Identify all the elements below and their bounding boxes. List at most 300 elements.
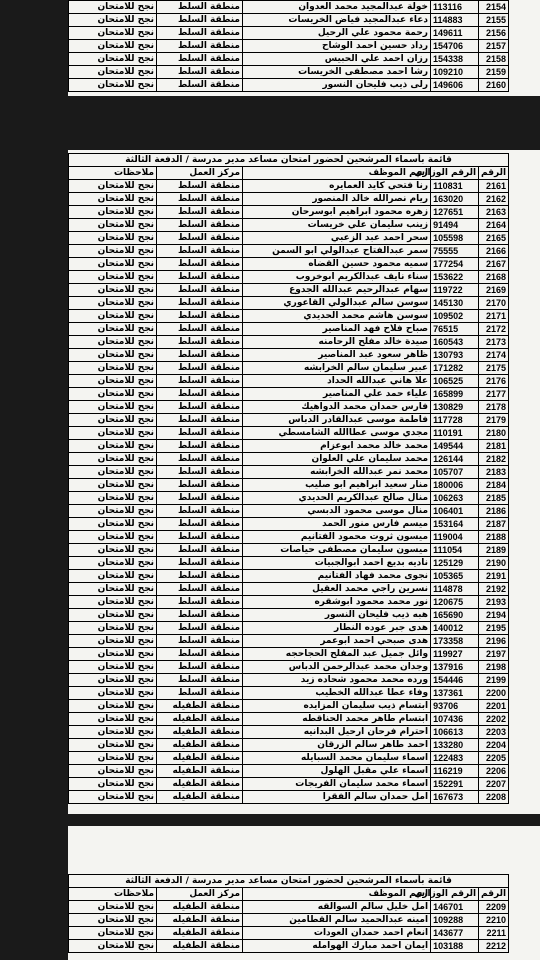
ministry-number: 119927 <box>431 648 479 661</box>
employee-name: رشا احمد مصطفى الخريسات <box>243 66 431 79</box>
employee-name: اسماء محمد سليمان الفريجات <box>243 778 431 791</box>
row-index: 2188 <box>479 531 509 544</box>
work-center: منطقة السلط <box>157 635 243 648</box>
row-index: 2181 <box>479 440 509 453</box>
notes-cell: نجح للامتحان <box>69 674 157 687</box>
row-index: 2199 <box>479 674 509 687</box>
notes-cell: نجح للامتحان <box>69 27 157 40</box>
employee-name: منال موسى محمود الدبسي <box>243 505 431 518</box>
table-row <box>69 53 509 66</box>
ministry-number: 130793 <box>431 349 479 362</box>
notes-cell: نجح للامتحان <box>69 388 157 401</box>
table-row <box>69 648 509 661</box>
table-row <box>69 791 509 804</box>
row-index: 2197 <box>479 648 509 661</box>
employee-name: ورده محمد محمود شحاده زيد <box>243 674 431 687</box>
employee-name: دعاء عبدالمجيد فياض الخريسات <box>243 14 431 27</box>
notes-cell: نجح للامتحان <box>69 492 157 505</box>
header-ministry-number: الرقم الوزاري <box>431 888 479 901</box>
middle-candidates-table <box>68 153 509 804</box>
ministry-number: 153164 <box>431 518 479 531</box>
employee-name: امل خليل سالم السوالقه <box>243 901 431 914</box>
employee-name: صباح فلاح فهد المناصير <box>243 323 431 336</box>
table-row <box>69 674 509 687</box>
row-index: 2204 <box>479 739 509 752</box>
work-center: منطقة السلط <box>157 583 243 596</box>
ministry-number: 154446 <box>431 674 479 687</box>
notes-cell: نجح للامتحان <box>69 479 157 492</box>
row-index: 2157 <box>479 40 509 53</box>
employee-name: مجدي موسى عطاالله الشامسطي <box>243 427 431 440</box>
row-index: 2192 <box>479 583 509 596</box>
ministry-number: 145130 <box>431 297 479 310</box>
work-center: منطقة الطفيله <box>157 713 243 726</box>
ministry-number: 173358 <box>431 635 479 648</box>
employee-name: ايمان احمد مبارك الهوامله <box>243 940 431 953</box>
ministry-number: 119004 <box>431 531 479 544</box>
ministry-number: 163020 <box>431 193 479 206</box>
ministry-number: 160543 <box>431 336 479 349</box>
employee-name: محمد سليمان علي العلوان <box>243 453 431 466</box>
notes-cell: نجح للامتحان <box>69 180 157 193</box>
notes-cell: نجح للامتحان <box>69 700 157 713</box>
notes-cell: نجح للامتحان <box>69 778 157 791</box>
employee-name: محمد نمر عبدالله الخرابشه <box>243 466 431 479</box>
ministry-number: 171282 <box>431 362 479 375</box>
employee-name: فاطمة موسى عبدالقادر الدباس <box>243 414 431 427</box>
work-center: منطقة السلط <box>157 674 243 687</box>
table-row <box>69 518 509 531</box>
table-row <box>69 193 509 206</box>
employee-name: سمر عبدالفتاح عبدالولي ابو السمن <box>243 245 431 258</box>
header-index: الرقم <box>479 888 509 901</box>
ministry-number: 167673 <box>431 791 479 804</box>
ministry-number: 75555 <box>431 245 479 258</box>
notes-cell: نجح للامتحان <box>69 310 157 323</box>
row-index: 2156 <box>479 27 509 40</box>
table-row <box>69 687 509 700</box>
work-center: منطقة السلط <box>157 440 243 453</box>
ministry-number: 113116 <box>431 1 479 14</box>
ministry-number: 76515 <box>431 323 479 336</box>
ministry-number: 149544 <box>431 440 479 453</box>
notes-cell: نجح للامتحان <box>69 570 157 583</box>
notes-cell: نجح للامتحان <box>69 440 157 453</box>
work-center: منطقة السلط <box>157 492 243 505</box>
employee-name: امل حمدان سالم الفقرا <box>243 791 431 804</box>
employee-name: اسماء سليمان محمد السبايله <box>243 752 431 765</box>
notes-cell: نجح للامتحان <box>69 453 157 466</box>
row-index: 2210 <box>479 914 509 927</box>
table-row <box>69 752 509 765</box>
work-center: منطقة الطفيله <box>157 739 243 752</box>
table-row <box>69 27 509 40</box>
middle-table-body <box>69 180 509 804</box>
employee-name: رزان احمد علي الحبيس <box>243 53 431 66</box>
row-index: 2191 <box>479 570 509 583</box>
employee-name: زينب سليمان علي خريسات <box>243 219 431 232</box>
employee-name: احترام فرحان ارحيل البدانيه <box>243 726 431 739</box>
employee-name: عبير سليمان سالم الخرابشه <box>243 362 431 375</box>
notes-cell: نجح للامتحان <box>69 557 157 570</box>
employee-name: خولة عبدالمجيد محمد العدوان <box>243 1 431 14</box>
work-center: منطقة السلط <box>157 79 243 92</box>
employee-name: احمد طاهر سالم الزرقان <box>243 739 431 752</box>
ministry-number: 109288 <box>431 914 479 927</box>
row-index: 2175 <box>479 362 509 375</box>
ministry-number: 106263 <box>431 492 479 505</box>
table-row <box>69 739 509 752</box>
row-index: 2168 <box>479 271 509 284</box>
table-row <box>69 1 509 14</box>
work-center: منطقة الطفيله <box>157 700 243 713</box>
ministry-number: 122483 <box>431 752 479 765</box>
ministry-number: 126144 <box>431 453 479 466</box>
work-center: منطقة السلط <box>157 245 243 258</box>
notes-cell: نجح للامتحان <box>69 901 157 914</box>
employee-name: محمد خالد محمد ابوعزام <box>243 440 431 453</box>
employee-name: فارس حمدان محمد الدواهيك <box>243 401 431 414</box>
table-row <box>69 323 509 336</box>
table-row <box>69 544 509 557</box>
ministry-number: 109210 <box>431 66 479 79</box>
table-row <box>69 635 509 648</box>
notes-cell: نجح للامتحان <box>69 544 157 557</box>
row-index: 2200 <box>479 687 509 700</box>
work-center: منطقة السلط <box>157 479 243 492</box>
table-header-row <box>69 888 509 901</box>
notes-cell: نجح للامتحان <box>69 1 157 14</box>
work-center: منطقة السلط <box>157 323 243 336</box>
ministry-number: 125129 <box>431 557 479 570</box>
ministry-number: 103188 <box>431 940 479 953</box>
table-row <box>69 258 509 271</box>
row-index: 2176 <box>479 375 509 388</box>
top-candidates-table <box>68 0 509 92</box>
table-row <box>69 427 509 440</box>
notes-cell: نجح للامتحان <box>69 648 157 661</box>
ministry-number: 120675 <box>431 596 479 609</box>
table-row <box>69 557 509 570</box>
employee-name: سهام عبدالرحيم عبدالله الجدوع <box>243 284 431 297</box>
row-index: 2172 <box>479 323 509 336</box>
ministry-number: 106613 <box>431 726 479 739</box>
work-center: منطقة السلط <box>157 180 243 193</box>
notes-cell: نجح للامتحان <box>69 414 157 427</box>
header-notes: ملاحظات <box>69 167 157 180</box>
row-index: 2158 <box>479 53 509 66</box>
work-center: منطقة السلط <box>157 648 243 661</box>
employee-name: ظاهر سعود عبد المناصير <box>243 349 431 362</box>
notes-cell: نجح للامتحان <box>69 219 157 232</box>
row-index: 2160 <box>479 79 509 92</box>
notes-cell: نجح للامتحان <box>69 596 157 609</box>
table-header-row <box>69 167 509 180</box>
notes-cell: نجح للامتحان <box>69 362 157 375</box>
notes-cell: نجح للامتحان <box>69 765 157 778</box>
ministry-number: 130829 <box>431 401 479 414</box>
table-row <box>69 66 509 79</box>
table-row <box>69 310 509 323</box>
table-row <box>69 40 509 53</box>
row-index: 2208 <box>479 791 509 804</box>
row-index: 2196 <box>479 635 509 648</box>
work-center: منطقة السلط <box>157 284 243 297</box>
work-center: منطقة السلط <box>157 27 243 40</box>
work-center: منطقة السلط <box>157 336 243 349</box>
row-index: 2177 <box>479 388 509 401</box>
ministry-number: 93706 <box>431 700 479 713</box>
employee-name: هدى صبحي احمد ابوعمر <box>243 635 431 648</box>
table-row <box>69 14 509 27</box>
table-row <box>69 713 509 726</box>
work-center: منطقة السلط <box>157 1 243 14</box>
notes-cell: نجح للامتحان <box>69 323 157 336</box>
ministry-number: 153622 <box>431 271 479 284</box>
row-index: 2180 <box>479 427 509 440</box>
work-center: منطقة السلط <box>157 66 243 79</box>
notes-cell: نجح للامتحان <box>69 752 157 765</box>
top-sheet <box>68 0 540 96</box>
row-index: 2207 <box>479 778 509 791</box>
work-center: منطقة السلط <box>157 232 243 245</box>
employee-name: نور محمد محمود ابوشقره <box>243 596 431 609</box>
header-employee-name: اسم الموظف <box>243 167 431 180</box>
table-row <box>69 765 509 778</box>
ministry-number: 91494 <box>431 219 479 232</box>
notes-cell: نجح للامتحان <box>69 791 157 804</box>
work-center: منطقة السلط <box>157 557 243 570</box>
row-index: 2169 <box>479 284 509 297</box>
row-index: 2203 <box>479 726 509 739</box>
ministry-number: 111054 <box>431 544 479 557</box>
row-index: 2211 <box>479 927 509 940</box>
notes-cell: نجح للامتحان <box>69 375 157 388</box>
work-center: منطقة السلط <box>157 40 243 53</box>
table-row <box>69 622 509 635</box>
employee-name: ناديه بديع احمد ابوالجبيات <box>243 557 431 570</box>
notes-cell: نجح للامتحان <box>69 531 157 544</box>
notes-cell: نجح للامتحان <box>69 739 157 752</box>
table-row <box>69 245 509 258</box>
bottom-candidates-table <box>68 874 509 953</box>
notes-cell: نجح للامتحان <box>69 258 157 271</box>
work-center: منطقة السلط <box>157 466 243 479</box>
notes-cell: نجح للامتحان <box>69 284 157 297</box>
row-index: 2171 <box>479 310 509 323</box>
work-center: منطقة السلط <box>157 622 243 635</box>
row-index: 2190 <box>479 557 509 570</box>
notes-cell: نجح للامتحان <box>69 401 157 414</box>
ministry-number: 110191 <box>431 427 479 440</box>
table-row <box>69 914 509 927</box>
notes-cell: نجح للامتحان <box>69 336 157 349</box>
notes-cell: نجح للامتحان <box>69 79 157 92</box>
table-row <box>69 284 509 297</box>
work-center: منطقة الطفيله <box>157 901 243 914</box>
employee-name: هدى جبر عوده النطار <box>243 622 431 635</box>
employee-name: ريام نصرالله خالد المنصور <box>243 193 431 206</box>
table-row <box>69 927 509 940</box>
work-center: منطقة الطفيله <box>157 726 243 739</box>
notes-cell: نجح للامتحان <box>69 232 157 245</box>
table-row <box>69 901 509 914</box>
table-row <box>69 362 509 375</box>
bottom-table-body <box>69 901 509 953</box>
employee-name: زهره محمود ابراهيم ابوسرحان <box>243 206 431 219</box>
employee-name: سوسن هاشم محمد الحديدي <box>243 310 431 323</box>
row-index: 2186 <box>479 505 509 518</box>
middle-sheet <box>68 150 540 814</box>
employee-name: اسماء علي مقبل الهلول <box>243 765 431 778</box>
row-index: 2161 <box>479 180 509 193</box>
notes-cell: نجح للامتحان <box>69 53 157 66</box>
top-table-body <box>69 1 509 92</box>
table-row <box>69 79 509 92</box>
work-center: منطقة السلط <box>157 531 243 544</box>
notes-cell: نجح للامتحان <box>69 66 157 79</box>
table-row <box>69 531 509 544</box>
ministry-number: 106401 <box>431 505 479 518</box>
work-center: منطقة السلط <box>157 661 243 674</box>
notes-cell: نجح للامتحان <box>69 14 157 27</box>
table-row <box>69 479 509 492</box>
employee-name: ميسون سليمان مصطفى حياصات <box>243 544 431 557</box>
ministry-number: 127651 <box>431 206 479 219</box>
work-center: منطقة الطفيله <box>157 940 243 953</box>
row-index: 2185 <box>479 492 509 505</box>
ministry-number: 105365 <box>431 570 479 583</box>
ministry-number: 114878 <box>431 583 479 596</box>
work-center: منطقة السلط <box>157 362 243 375</box>
notes-cell: نجح للامتحان <box>69 518 157 531</box>
ministry-number: 105598 <box>431 232 479 245</box>
table-row <box>69 388 509 401</box>
employee-name: ابتسام ذيب سليمان المزايده <box>243 700 431 713</box>
notes-cell: نجح للامتحان <box>69 206 157 219</box>
notes-cell: نجح للامتحان <box>69 505 157 518</box>
work-center: منطقة الطفيله <box>157 914 243 927</box>
notes-cell: نجح للامتحان <box>69 427 157 440</box>
row-index: 2162 <box>479 193 509 206</box>
row-index: 2155 <box>479 14 509 27</box>
employee-name: علا هاني عبدالله الحداد <box>243 375 431 388</box>
row-index: 2189 <box>479 544 509 557</box>
header-work-center: مركز العمل <box>157 888 243 901</box>
notes-cell: نجح للامتحان <box>69 914 157 927</box>
notes-cell: نجح للامتحان <box>69 271 157 284</box>
ministry-number: 107436 <box>431 713 479 726</box>
employee-name: ابتسام طاهر محمد الحناقطه <box>243 713 431 726</box>
row-index: 2209 <box>479 901 509 914</box>
notes-cell: نجح للامتحان <box>69 245 157 258</box>
table-row <box>69 414 509 427</box>
work-center: منطقة السلط <box>157 401 243 414</box>
notes-cell: نجح للامتحان <box>69 927 157 940</box>
ministry-number: 165899 <box>431 388 479 401</box>
notes-cell: نجح للامتحان <box>69 687 157 700</box>
table-row <box>69 375 509 388</box>
ministry-number: 105707 <box>431 466 479 479</box>
row-index: 2163 <box>479 206 509 219</box>
work-center: منطقة السلط <box>157 388 243 401</box>
employee-name: وائل جميل عبد المفلح الحجاحجه <box>243 648 431 661</box>
table-title: قائمة بأسماء المرشحين لحضور امتحان مساعد مدير مدرسة / الدفعة الثالثة <box>69 875 509 888</box>
ministry-number: 133280 <box>431 739 479 752</box>
notes-cell: نجح للامتحان <box>69 609 157 622</box>
table-row <box>69 583 509 596</box>
work-center: منطقة الطفيله <box>157 791 243 804</box>
table-row <box>69 453 509 466</box>
work-center: منطقة السلط <box>157 596 243 609</box>
employee-name: نسرين راجي محمد العقيل <box>243 583 431 596</box>
table-row <box>69 349 509 362</box>
work-center: منطقة الطفيله <box>157 765 243 778</box>
ministry-number: 180006 <box>431 479 479 492</box>
employee-name: علياء حمد علي المناصير <box>243 388 431 401</box>
ministry-number: 177254 <box>431 258 479 271</box>
table-row <box>69 297 509 310</box>
table-row <box>69 219 509 232</box>
notes-cell: نجح للامتحان <box>69 40 157 53</box>
ministry-number: 154706 <box>431 40 479 53</box>
work-center: منطقة السلط <box>157 609 243 622</box>
ministry-number: 137361 <box>431 687 479 700</box>
employee-name: سناء نايف عبدالكريم ابوخروب <box>243 271 431 284</box>
employee-name: سميه محمود حسين القضاه <box>243 258 431 271</box>
table-row <box>69 778 509 791</box>
row-index: 2195 <box>479 622 509 635</box>
ministry-number: 154338 <box>431 53 479 66</box>
ministry-number: 109502 <box>431 310 479 323</box>
work-center: منطقة السلط <box>157 206 243 219</box>
employee-name: رنا فتحي كايد العمايره <box>243 180 431 193</box>
table-title-row <box>69 875 509 888</box>
row-index: 2165 <box>479 232 509 245</box>
row-index: 2202 <box>479 713 509 726</box>
ministry-number: 149606 <box>431 79 479 92</box>
table-row <box>69 609 509 622</box>
notes-cell: نجح للامتحان <box>69 713 157 726</box>
notes-cell: نجح للامتحان <box>69 661 157 674</box>
ministry-number: 143677 <box>431 927 479 940</box>
ministry-number: 116219 <box>431 765 479 778</box>
notes-cell: نجح للامتحان <box>69 193 157 206</box>
work-center: منطقة الطفيله <box>157 752 243 765</box>
row-index: 2193 <box>479 596 509 609</box>
table-row <box>69 271 509 284</box>
work-center: منطقة الطفيله <box>157 778 243 791</box>
table-row <box>69 596 509 609</box>
table-row <box>69 492 509 505</box>
row-index: 2174 <box>479 349 509 362</box>
ministry-number: 152291 <box>431 778 479 791</box>
work-center: منطقة السلط <box>157 53 243 66</box>
ministry-number: 117728 <box>431 414 479 427</box>
row-index: 2182 <box>479 453 509 466</box>
table-row <box>69 700 509 713</box>
ministry-number: 146701 <box>431 901 479 914</box>
table-row <box>69 336 509 349</box>
bottom-sheet <box>68 826 540 960</box>
employee-name: رلى ذيب فليحان النسور <box>243 79 431 92</box>
header-index: الرقم <box>479 167 509 180</box>
ministry-number: 114883 <box>431 14 479 27</box>
ministry-number: 149611 <box>431 27 479 40</box>
row-index: 2178 <box>479 401 509 414</box>
row-index: 2166 <box>479 245 509 258</box>
row-index: 2173 <box>479 336 509 349</box>
